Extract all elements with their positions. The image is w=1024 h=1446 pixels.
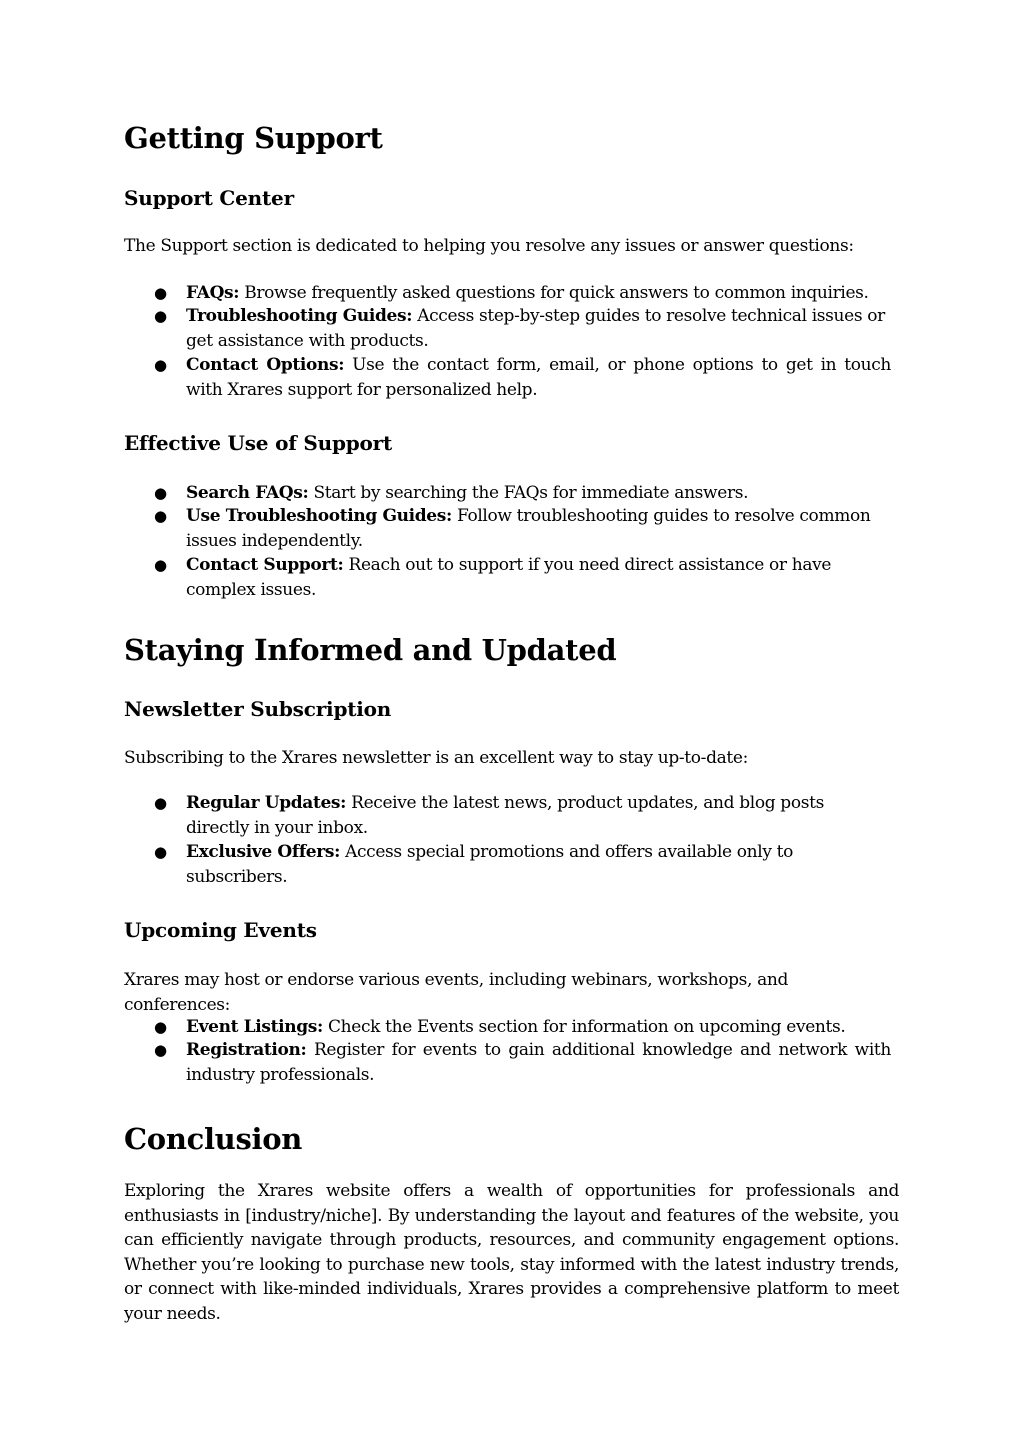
bullet-icon: ● <box>154 284 167 302</box>
list-item-text: Check the Events section for information on upcoming events. <box>322 1017 846 1037</box>
bullet-icon: ● <box>154 843 167 861</box>
bullet-icon: ● <box>154 556 167 574</box>
list-item-label: Contact Support: <box>186 555 344 575</box>
list-item-label: Troubleshooting Guides: <box>186 306 413 326</box>
list-item-label: Contact Options: <box>186 355 345 375</box>
list-item-label: FAQs: <box>186 283 240 303</box>
heading-newsletter: Newsletter Subscription <box>124 697 392 721</box>
heading-effective-use: Effective Use of Support <box>124 431 393 455</box>
list-item-label: Regular Updates: <box>186 793 347 813</box>
list-item-text: Browse frequently asked questions for quick answers to common inquiries. <box>239 283 869 303</box>
list-item-label: Search FAQs: <box>186 483 309 503</box>
paragraph-newsletter-intro: Subscribing to the Xrares newsletter is an excellent way to stay up-to-date: <box>124 748 748 768</box>
heading-upcoming-events: Upcoming Events <box>124 918 317 942</box>
section-title-getting-support: Getting Support <box>124 121 383 155</box>
list-item-label: Exclusive Offers: <box>186 842 341 862</box>
list-item-text: Register for events to gain additional knowledge and network with industry professionals. <box>186 1040 891 1085</box>
bullet-icon: ● <box>154 356 167 374</box>
list-item-text: Start by searching the FAQs for immediate answers. <box>308 483 749 503</box>
paragraph-events-intro: Xrares may host or endorse various events, including webinars, workshops, and conferences: <box>124 970 789 1015</box>
list-item-text: Use the contact form, email, or phone options to get in touch with Xrares support for personalized help. <box>186 355 891 400</box>
bullet-icon: ● <box>154 794 167 812</box>
bullet-icon: ● <box>154 1041 167 1059</box>
list-item-label: Event Listings: <box>186 1017 323 1037</box>
section-title-staying-informed: Staying Informed and Updated <box>124 633 617 667</box>
list-item-text: Follow troubleshooting guides to resolve common issues independently. <box>186 506 871 551</box>
paragraph-support-intro: The Support section is dedicated to helping you resolve any issues or answer questions: <box>124 236 854 256</box>
bullet-icon: ● <box>154 484 167 502</box>
heading-support-center: Support Center <box>124 186 294 210</box>
list-item-text: Receive the latest news, product updates, and blog posts directly in your inbox. <box>186 793 824 838</box>
list-item-text: Reach out to support if you need direct assistance or have complex issues. <box>186 555 832 600</box>
bullet-icon: ● <box>154 507 167 525</box>
list-item-text: Access step-by-step guides to resolve technical issues or get assistance with products. <box>186 306 885 351</box>
paragraph-conclusion: Exploring the Xrares website offers a wealth of opportunities for professionals and enthusiasts in [industry/niche]. By understanding the layout and features of the website, you can efficiently navigate through products, resources, and community engagement options. Whether you’re looking to purchase new tools, stay informed with the latest industry trends, or connect with like-minded individuals, Xrares provides a comprehensive platform to meet your needs. <box>124 1181 899 1324</box>
list-item-label: Use Troubleshooting Guides: <box>186 506 452 526</box>
bullet-icon: ● <box>154 1018 167 1036</box>
bullet-icon: ● <box>154 307 167 325</box>
section-title-conclusion: Conclusion <box>124 1122 303 1156</box>
list-item-label: Registration: <box>186 1040 307 1060</box>
list-item-text: Access special promotions and offers available only to subscribers. <box>186 842 794 887</box>
